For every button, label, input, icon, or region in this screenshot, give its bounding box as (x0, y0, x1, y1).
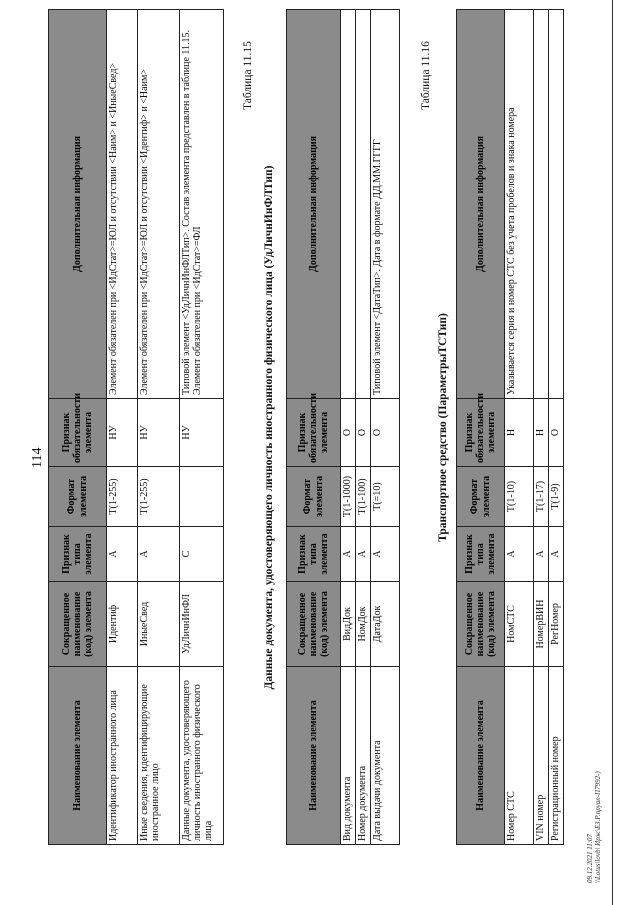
cell (534, 10, 549, 399)
cell: А (534, 527, 549, 582)
cell: T(1-10) (505, 467, 534, 527)
cell: ВидДок (341, 582, 356, 667)
table-row (505, 10, 534, 845)
cell: А (371, 527, 400, 582)
column-header: Дополнительная информация (457, 10, 505, 399)
column-header: Признак типа элемента (457, 527, 505, 582)
cell: Типовой элемент <УдЛичнИнФЛТип>. Состав элемента представлен в таблице 11.15. Элемент обязателен при <ИдСтат>=ФЛ (180, 10, 224, 399)
cell: Указывается серия и номер СТС без учета пробелов и знака номера (505, 10, 534, 399)
print-footer (586, 771, 603, 883)
cell: Типовой элемент <ДатаТип>. Дата в формате ДД.ММ.ГГГГ (371, 10, 400, 399)
cell: Элемент обязателен при <ИдСтат>=ЮЛ и отсутствии <Идентиф> и <Наим> (138, 10, 180, 399)
cell: О (371, 399, 400, 467)
column-header: Признак обязательности элемента (49, 399, 107, 467)
table-caption: Данные документа, удостоверяющего личность иностранного физического лица (УдЛичнИнФЛТип) (263, 165, 275, 690)
cell: НомДок (356, 582, 371, 667)
column-header: Сокращенное наименование (код) элемента (457, 582, 505, 667)
cell: T(1-100) (356, 467, 371, 527)
cell: Н (534, 399, 549, 467)
cell: А (356, 527, 371, 582)
table-row (341, 10, 356, 845)
cell (356, 10, 371, 399)
cell: T(=10) (371, 467, 400, 527)
cell: А (138, 527, 180, 582)
cell: НомерВИН (534, 582, 549, 667)
cell: VIN номер (534, 667, 549, 845)
column-header: Признак обязательности элемента (287, 399, 341, 467)
cell: T(1-1000) (341, 467, 356, 527)
table-row (371, 10, 400, 845)
cell: НУ (107, 399, 138, 467)
cell: Иные сведения, идентифицирующие иностранное лицо (138, 667, 180, 845)
cell: ИныеСвед (138, 582, 180, 667)
cell: А (107, 527, 138, 582)
cell: T(1-17) (534, 467, 549, 527)
cell: РегНомер (549, 582, 564, 667)
table-header-row (287, 10, 341, 845)
column-header: Признак типа элемента (49, 527, 107, 582)
column-header: Формат элемента (287, 467, 341, 527)
cell (341, 10, 356, 399)
table-number: Таблица 11.16 (420, 41, 432, 110)
cell: УдЛичнИнФЛ (180, 582, 224, 667)
table-number: Таблица 11.15 (242, 41, 254, 110)
table-11-15 (286, 9, 400, 845)
cell: Номер СТС (505, 667, 534, 845)
column-header: Сокращенное наименование (код) элемента (287, 582, 341, 667)
cell: Данные документа, удостоверяющего личность иностранного физического лица (180, 667, 224, 845)
column-header: Признак типа элемента (287, 527, 341, 582)
cell: T(1-255) (138, 467, 180, 527)
cell: Идентификатор иностранного лица (107, 667, 138, 845)
cell: Идентиф (107, 582, 138, 667)
cell: T(1-9) (549, 467, 564, 527)
cell: С (180, 527, 224, 582)
table-row (107, 10, 138, 845)
table-row (180, 10, 224, 845)
cell: T(1-255) (107, 467, 138, 527)
table-row (138, 10, 180, 845)
cell: НомСТС (505, 582, 534, 667)
cell: О (341, 399, 356, 467)
column-header: Сокращенное наименование (код) элемента (49, 582, 107, 667)
table-row (549, 10, 564, 845)
cell: Вид документа (341, 667, 356, 845)
cell: Н (505, 399, 534, 467)
scan-edge-line (612, 0, 613, 905)
column-header: Формат элемента (49, 467, 107, 527)
footer-date: 09.12.2021 11:07 (586, 833, 594, 883)
column-header: Дополнительная информация (49, 10, 107, 399)
cell: Регистрационный номер (549, 667, 564, 845)
column-header: Наименование элемента (287, 667, 341, 845)
column-header: Формат элемента (457, 467, 505, 527)
cell: Номер документа (356, 667, 371, 845)
footer-path: \\Lotus\lovb\ Ирж\ЕЗ.Р.пруап-П7992-) (594, 771, 603, 883)
cell: Дата выдачи документа (371, 667, 400, 845)
cell: О (549, 399, 564, 467)
table-header-row (457, 10, 505, 845)
cell (549, 10, 564, 399)
cell (180, 467, 224, 527)
page-number: 114 (30, 447, 45, 468)
column-header: Дополнительная информация (287, 10, 341, 399)
cell: О (356, 399, 371, 467)
table-caption: Транспортное средство (ПараметрыТСТип) (437, 313, 449, 542)
column-header: Наименование элемента (49, 667, 107, 845)
cell: А (549, 527, 564, 582)
column-header: Наименование элемента (457, 667, 505, 845)
cell: НУ (180, 399, 224, 467)
cell: НУ (138, 399, 180, 467)
cell: А (505, 527, 534, 582)
table-continuation (48, 9, 224, 845)
table-header-row (49, 10, 107, 845)
cell: Элемент обязателен при <ИдСтат>=ЮЛ и отсутствии <Наим> и <ИныеСвед> (107, 10, 138, 399)
column-header: Признак обязательности элемента (457, 399, 505, 467)
table-row (534, 10, 549, 845)
cell: А (341, 527, 356, 582)
table-11-16 (456, 9, 564, 845)
cell: ДатаДок (371, 582, 400, 667)
table-row (356, 10, 371, 845)
